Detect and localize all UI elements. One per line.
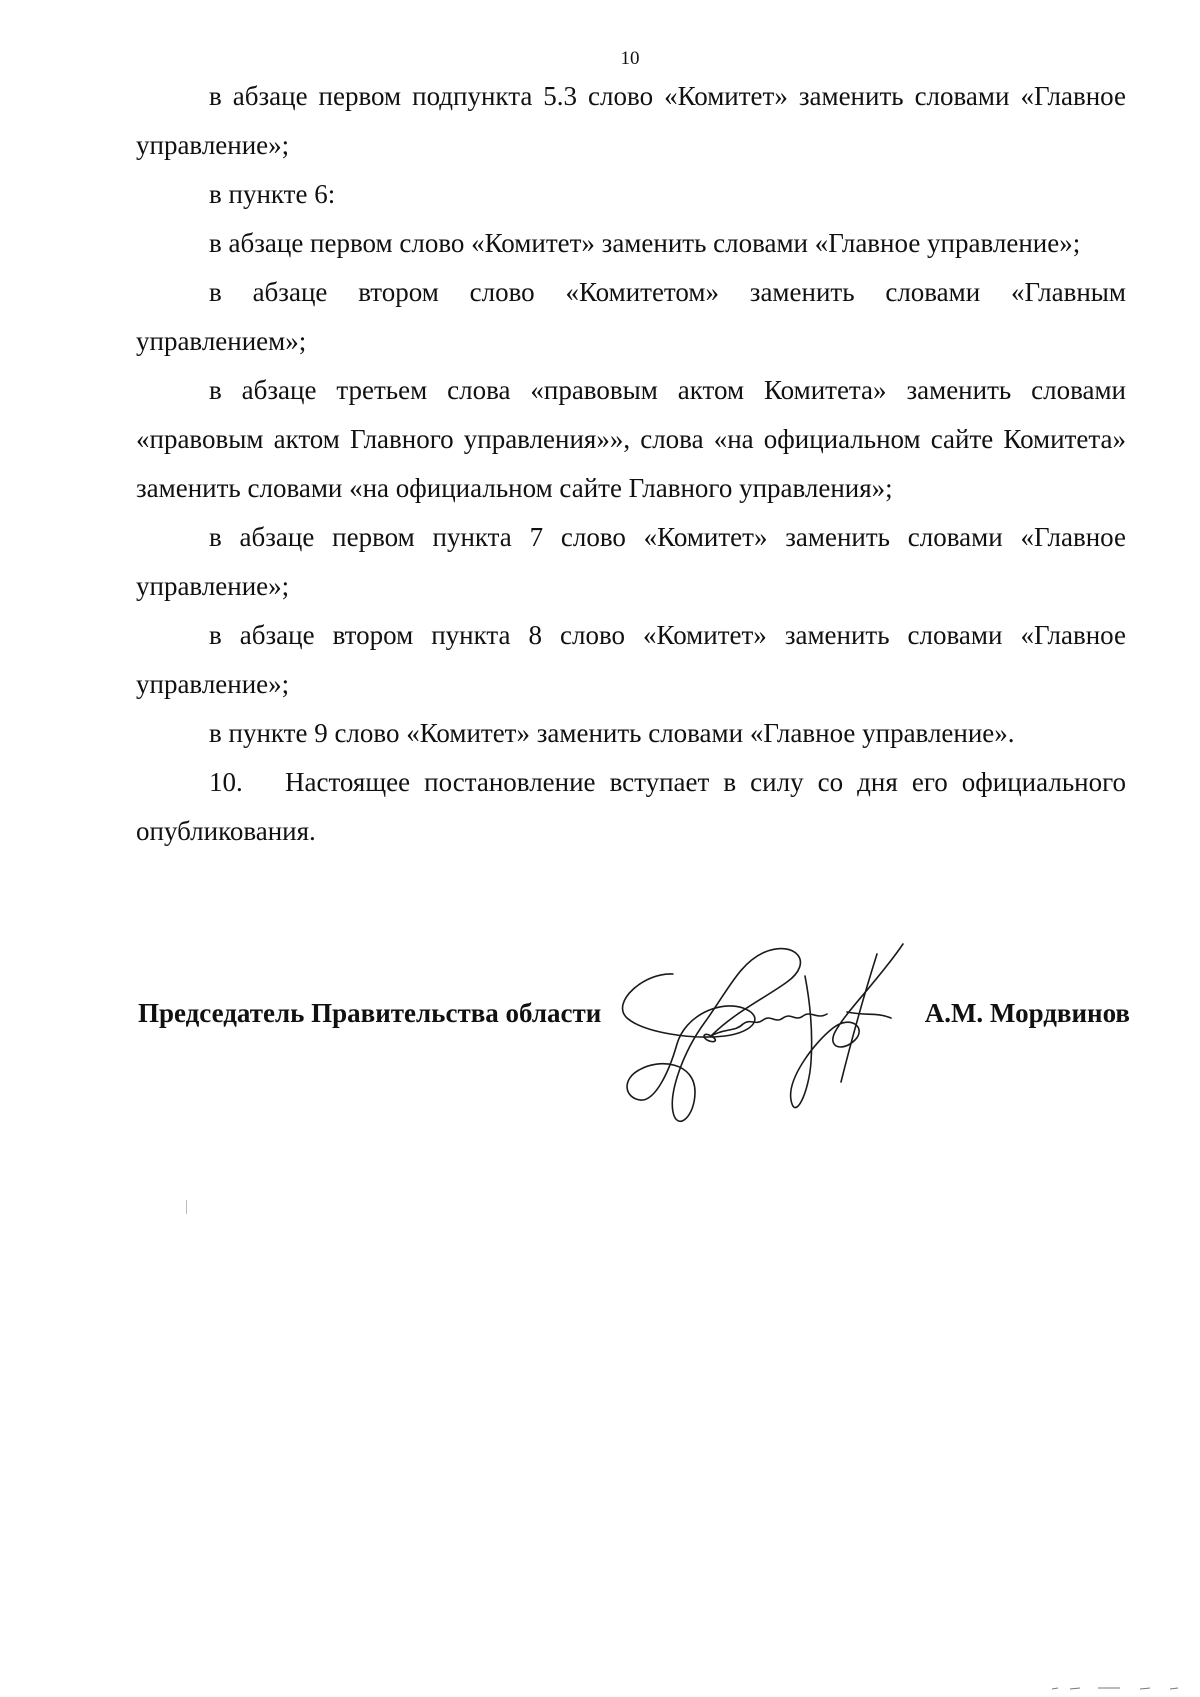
- paragraph-6-third: в абзаце третьем слова «правовым актом Комитета» заменить словами «правовым актом Главного управления»», слова «на официальном сайте Комитета» заменить словами «на официальном сайте Главного управления»;: [136, 375, 1126, 503]
- paragraph-item-8: в абзаце втором пункта 8 слово «Комитет» заменить словами «Главное управление»;: [136, 620, 1126, 699]
- final-item-continuation: опубликования.: [136, 816, 316, 846]
- document-body: [136, 72, 1126, 856]
- paragraph-item-6: в пункте 6:: [209, 179, 336, 209]
- paragraph-6-first: в абзаце первом слово «Комитет» заменить словами «Главное управление»;: [209, 228, 1081, 258]
- signatory-position: Председатель Правительства области: [138, 998, 602, 1028]
- paragraph-item-9: в пункте 9 слово «Комитет» заменить словами «Главное управление».: [209, 718, 1015, 748]
- scan-edge-artifact: [1050, 1686, 1180, 1690]
- paragraph-item-7: в абзаце первом пункта 7 слово «Комитет» заменить словами «Главное управление»;: [136, 522, 1126, 601]
- scan-artifact: [186, 1200, 187, 1214]
- page-number: 10: [620, 48, 640, 69]
- signatory-name: А.М. Мордвинов: [924, 998, 1130, 1028]
- paragraph-6-second: в абзаце втором слово «Комитетом» заменить словами «Главным управлением»;: [136, 277, 1126, 356]
- final-item-number: 10.: [209, 767, 243, 797]
- paragraph-5-3: в абзаце первом подпункта 5.3 слово «Комитет» заменить словами «Главное управление»;: [136, 81, 1126, 160]
- handwritten-signature: [615, 932, 975, 1132]
- final-item: [136, 758, 1126, 807]
- final-item-text: Настоящее постановление вступает в силу со дня его официального: [285, 767, 1126, 797]
